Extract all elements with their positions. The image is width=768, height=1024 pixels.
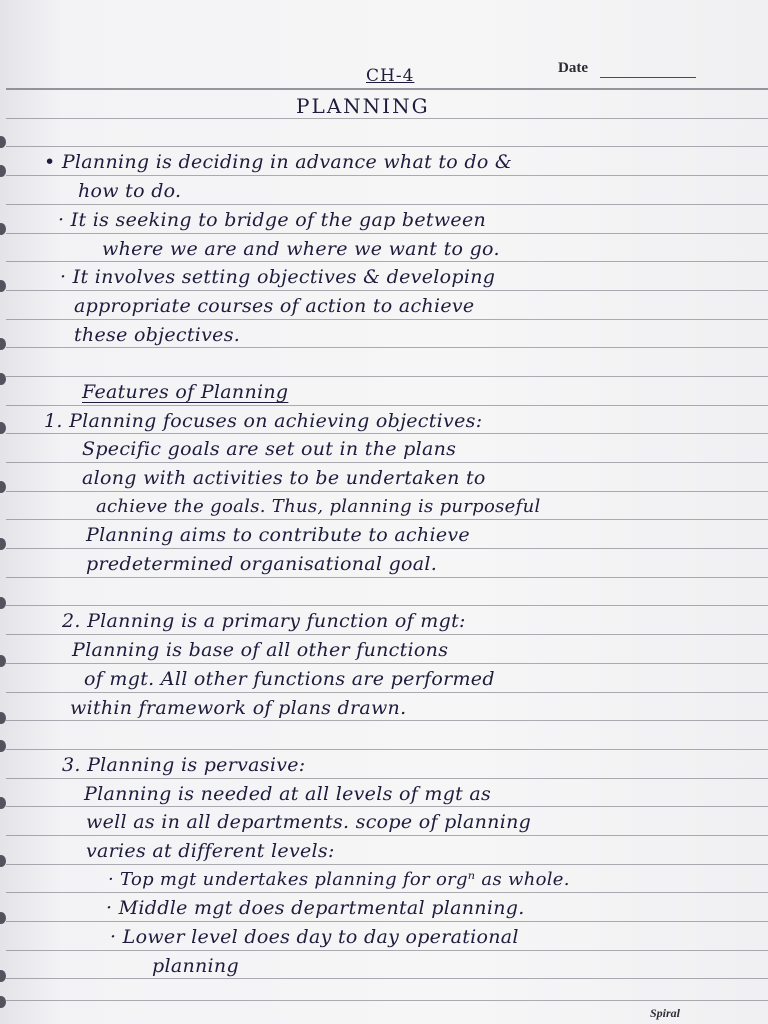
text-line: · It involves setting objectives & developing	[60, 266, 496, 288]
chapter-label: CH-4	[366, 66, 415, 86]
rule-line	[6, 347, 768, 348]
rule-line	[6, 376, 768, 377]
text-line: where we are and where we want to go.	[102, 238, 500, 260]
rule-line	[6, 175, 768, 176]
rule-line	[6, 519, 768, 520]
text-line: Specific goals are set out in the plans	[82, 438, 457, 460]
rule-line	[6, 749, 768, 750]
rule-line	[6, 978, 768, 979]
rule-line	[6, 548, 768, 549]
rule-line	[6, 1000, 768, 1001]
rule-line	[6, 491, 768, 492]
rule-line	[6, 290, 768, 291]
text-line: 1. Planning focuses on achieving objectives:	[44, 410, 483, 432]
binding-hole	[0, 797, 6, 809]
text-line: well as in all departments. scope of planning	[86, 811, 532, 833]
rule-line	[6, 204, 768, 205]
text-line: · Middle mgt does departmental planning.	[106, 897, 525, 919]
text-line: within framework of plans drawn.	[70, 697, 407, 719]
text-line: appropriate courses of action to achieve	[74, 295, 475, 317]
rule-line	[6, 462, 768, 463]
rule-line	[6, 605, 768, 606]
rule-line	[6, 663, 768, 664]
brand-mark: Spiral	[650, 1006, 681, 1020]
rule-line	[6, 88, 768, 90]
binding-hole	[0, 338, 6, 350]
rule-line	[6, 118, 768, 119]
rule-line	[6, 806, 768, 807]
rule-line	[6, 433, 768, 434]
date-field-line	[600, 77, 696, 78]
text-line: Planning is needed at all levels of mgt as	[84, 783, 492, 805]
date-label: Date	[558, 60, 588, 76]
text-line: Planning is base of all other functions	[72, 639, 449, 661]
text-line: achieve the goals. Thus, planning is purposeful	[96, 496, 541, 517]
rule-line	[6, 146, 768, 147]
binding-hole	[0, 373, 6, 385]
rule-line	[6, 720, 768, 721]
binding-hole	[0, 912, 6, 924]
text-line: 2. Planning is a primary function of mgt:	[62, 610, 466, 632]
text-line: · Top mgt undertakes planning for orgⁿ as whole.	[108, 869, 570, 890]
text-line: these objectives.	[74, 324, 241, 346]
rule-line	[6, 319, 768, 320]
page-title: PLANNING	[296, 94, 430, 118]
rule-line	[6, 405, 768, 406]
rule-line	[6, 634, 768, 635]
rule-line	[6, 692, 768, 693]
binding-hole	[0, 712, 6, 724]
text-line: predetermined organisational goal.	[86, 553, 438, 575]
binding-hole	[0, 597, 6, 609]
text-line: · It is seeking to bridge of the gap between	[58, 209, 487, 231]
rule-line	[6, 261, 768, 262]
binding-hole	[0, 996, 6, 1008]
rule-line	[6, 835, 768, 836]
text-line: • Planning is deciding in advance what to do &	[44, 151, 513, 173]
rule-line	[6, 778, 768, 779]
text-line: of mgt. All other functions are performed	[84, 668, 495, 690]
text-line: Planning aims to contribute to achieve	[86, 524, 470, 546]
rule-line	[6, 577, 768, 578]
binding-hole	[0, 855, 6, 867]
rule-line	[6, 892, 768, 893]
text-line: varies at different levels:	[86, 840, 335, 862]
text-line: 3. Planning is pervasive:	[62, 754, 306, 776]
section-heading: Features of Planning	[82, 381, 289, 403]
rule-line	[6, 233, 768, 234]
rule-line	[6, 921, 768, 922]
rule-line	[6, 950, 768, 951]
binding-hole	[0, 655, 6, 667]
text-line: how to do.	[78, 180, 182, 202]
rule-line	[6, 864, 768, 865]
text-line: · Lower level does day to day operational	[110, 926, 519, 948]
binding-hole	[0, 970, 6, 982]
binding-hole	[0, 740, 6, 752]
text-line: along with activities to be undertaken to	[82, 467, 486, 489]
text-line: planning	[152, 955, 239, 977]
